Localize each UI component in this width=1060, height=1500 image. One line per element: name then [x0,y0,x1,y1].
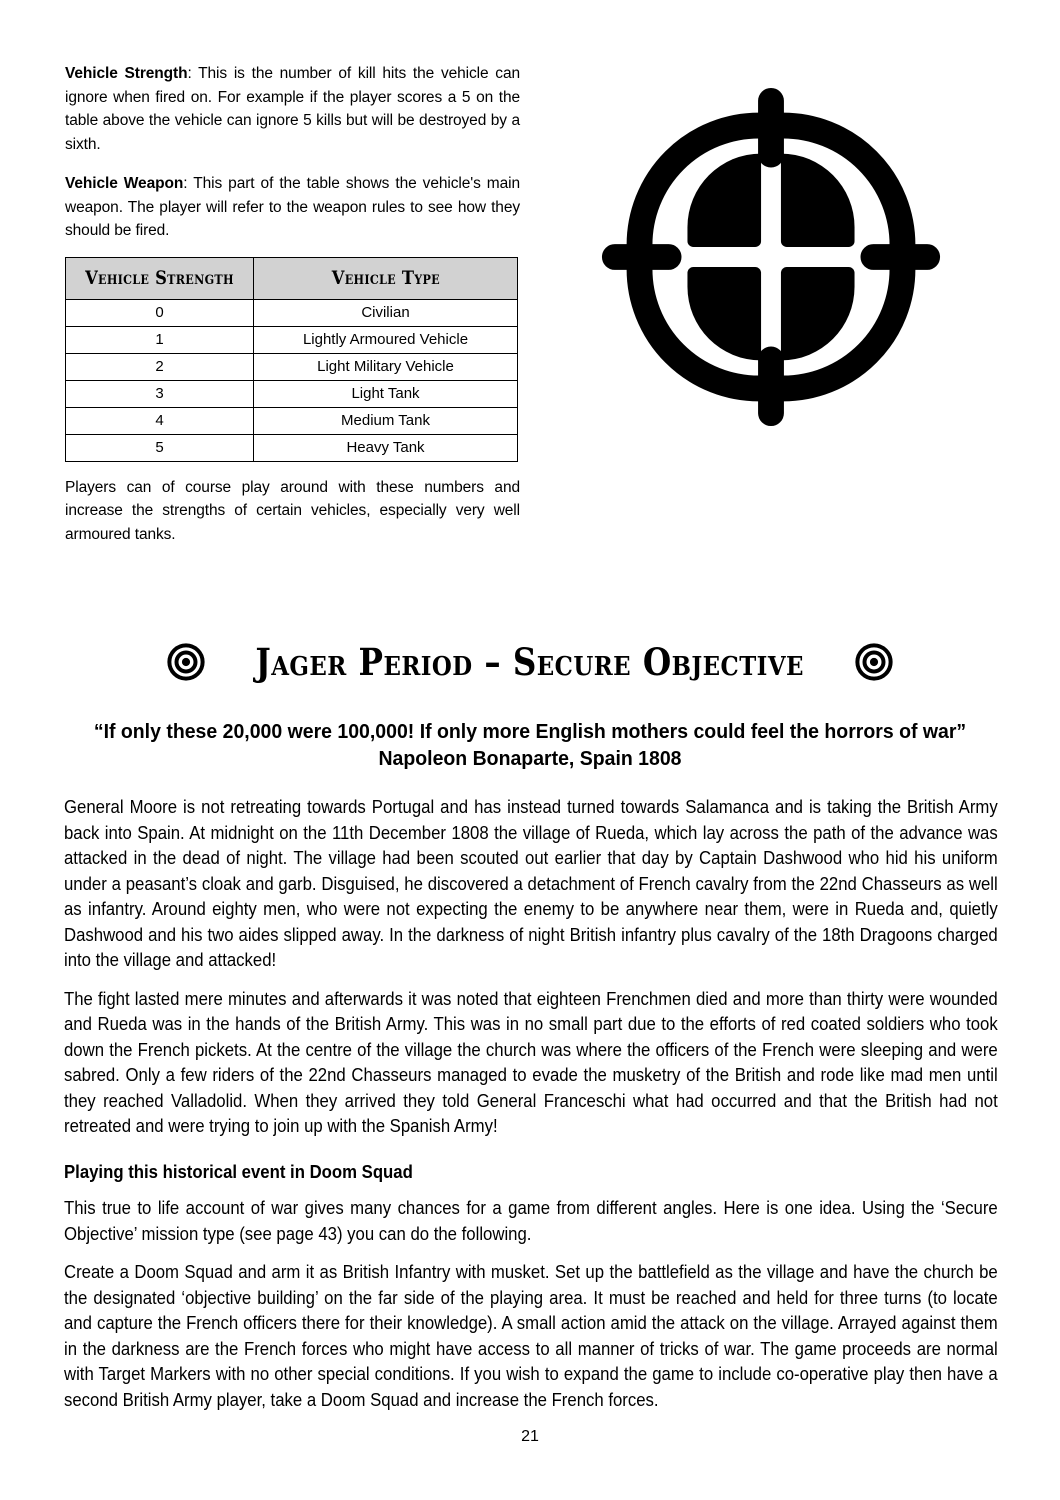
body-paragraph-3: This true to life account of war gives many chances for a game from different angles. Here is one idea. Using the ‘Secure Objective’ mission type (see page 43) you can do the following. [64,1198,998,1244]
vehicle-strength-colon: : [187,65,192,82]
epigraph-quote [85,718,974,772]
quote-attribution: Napoleon Bonaparte, Spain 1808 [378,747,682,770]
cell-type: Light Tank [254,380,518,407]
table-header-vehicle-strength: Vehicle Strength [66,257,254,299]
table-row [66,380,518,407]
bullseye-icon [167,643,205,681]
cell-strength: 0 [66,299,254,326]
page-number: 21 [521,1428,539,1445]
table-row [66,326,518,353]
vehicle-strength-paragraph [65,62,520,156]
vehicle-strength-table [65,257,518,462]
sub-heading-playing-event: Playing this historical event in Doom Squad [64,1161,413,1182]
cell-strength: 1 [66,326,254,353]
cell-strength: 4 [66,407,254,434]
crosshair-target-icon [592,78,950,436]
cell-type: Light Military Vehicle [254,353,518,380]
vehicle-strength-label: Vehicle Strength [65,65,188,82]
cell-type: Lightly Armoured Vehicle [254,326,518,353]
top-section [0,0,1060,600]
vehicle-strength-text: This is the number of kill hits the vehicle can ignore when fired on. For example if the player scores a 5 on the table above the vehicle can ignore 5 kills but will be destroyed by a sixth. [65,65,520,153]
quote-line-1: “If only these 20,000 were 100,000! If only more English mothers could feel the horrors of war” [93,720,967,743]
after-table-paragraph: Players can of course play around with these numbers and increase the strengths of certain vehicles, especially very well armoured tanks. [65,478,520,543]
table-row [66,434,518,461]
table-row [66,353,518,380]
left-text-column [65,62,520,562]
cell-strength: 2 [66,353,254,380]
table-header-row [66,257,518,299]
bullseye-icon [855,643,893,681]
cell-strength: 3 [66,380,254,407]
section-title-text: Jager Period – Secure Objective [255,640,805,684]
section-title [0,640,1060,684]
cell-strength: 5 [66,434,254,461]
body-paragraph-1: General Moore is not retreating towards Portugal and has instead turned towards Salamanca and is taking the British Army back into Spain. At midnight on the 11th December 1808 the village of Rueda, which lay across the path of the advance was attacked in the dead of night. The village had been scouted out earlier that day by Captain Dashwood who hid his uniform under a peasant’s cloak and garb. Disguised, he discovered a detachment of French cavalry from the 22nd Chasseurs as well as infantry. Around eighty men, who were not expecting the enemy to be anywhere near them, were in Rueda and, quietly Dashwood and his two aides slipped away. In the darkness of night British infantry plus cavalry of the 18th Dragoons charged into the village and attacked! [64,797,998,970]
table-header-vehicle-type: Vehicle Type [254,257,518,299]
cell-type: Civilian [254,299,518,326]
cell-type: Medium Tank [254,407,518,434]
right-graphic-column [560,62,1000,482]
main-body [64,795,998,1413]
vehicle-weapon-colon: : [183,175,188,192]
vehicle-weapon-paragraph [65,172,520,243]
body-paragraph-2: The fight lasted mere minutes and afterwards it was noted that eighteen Frenchmen died and more than thirty were wounded and Rueda was in the hands of the British Army. This was in no small part due to the efforts of red coated soldiers who took down the French pickets. At the centre of the village the church was where the officers of the French were sleeping and were sabred. Only a few riders of the 22nd Chasseurs managed to evade the musketry of the British and rode like mad men until they reached Valladolid. When they arrived they told General Franceschi what had occurred and that the British had not retreated and were trying to join up with the Spanish Army! [64,988,998,1136]
cell-type: Heavy Tank [254,434,518,461]
table-row [66,299,518,326]
vehicle-weapon-text: This part of the table shows the vehicle's main weapon. The player will refer to the weapon rules to see how they should be fired. [65,175,521,239]
vehicle-weapon-label: Vehicle Weapon [65,175,184,192]
table-row [66,407,518,434]
body-paragraph-4: Create a Doom Squad and arm it as British Infantry with musket. Set up the battlefield as the village and have the church be the designated ‘objective building’ on the far side of the playing area. It must be reached and held for three turns (to locate and capture the French officers there for their knowledge). A small action amid the attack on the village. Arrayed against them in the darkness are the French forces who might have access to all manner of tricks of war. The game proceeds are normal with Target Markers with no other special conditions. If you wish to expand the game to include co-operative play then have a second British Army player, take a Doom Squad and increase the French forces. [64,1262,998,1410]
